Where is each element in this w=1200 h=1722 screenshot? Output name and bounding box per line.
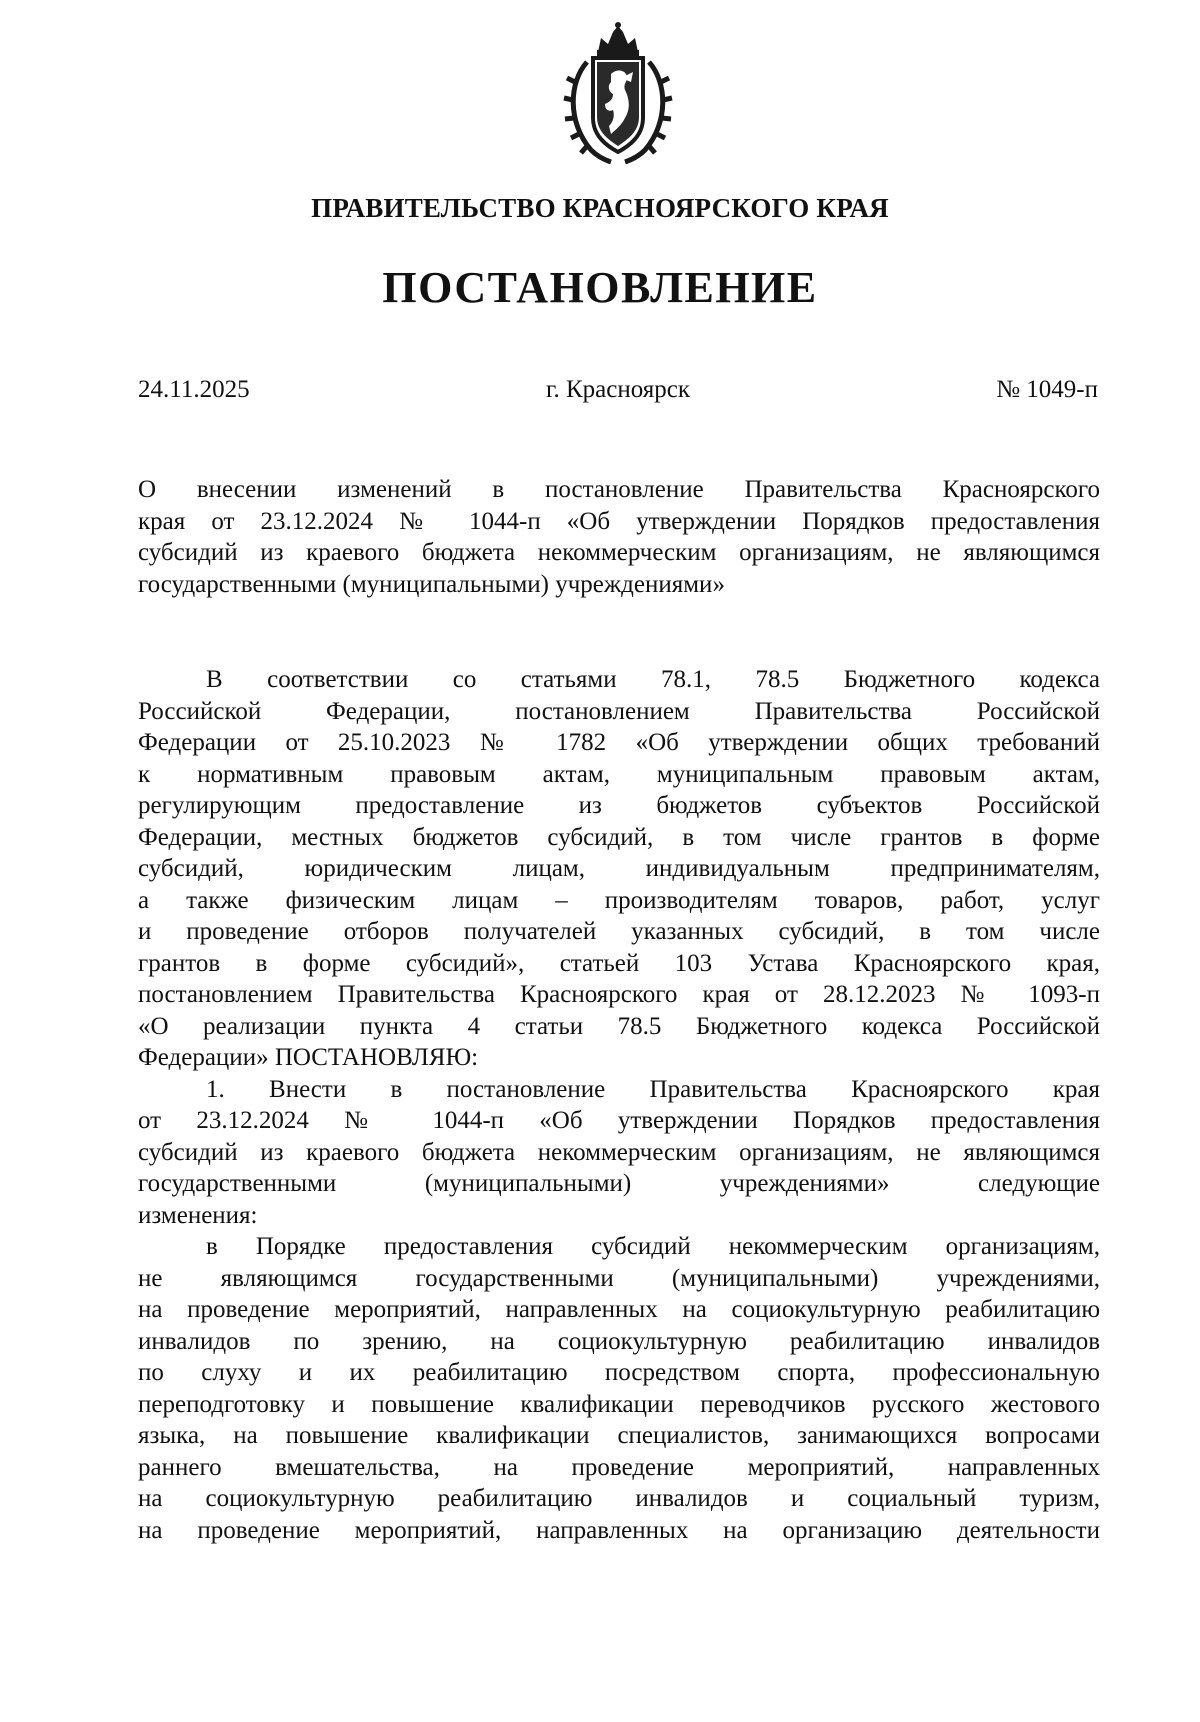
body-line: и проведение отборов получателей указанных субсидий, в том числе	[138, 918, 1100, 945]
subject-line: О внесении изменений в постановление Правительства Красноярского	[138, 476, 1100, 503]
body-line: на проведение мероприятий, направленных на социокультурную реабилитацию	[138, 1296, 1100, 1323]
document-type-title: ПОСТАНОВЛЕНИЕ	[382, 263, 818, 312]
document-meta	[138, 376, 1098, 410]
document-date: 24.11.2025	[138, 376, 250, 403]
body-line: изменения:	[138, 1201, 258, 1229]
body-line: языка, на повышение квалификации специалистов, занимающихся вопросами	[138, 1422, 1100, 1449]
body-line: 1. Внести в постановление Правительства Красноярского края	[206, 1075, 1100, 1103]
body-line: Российской Федерации, постановлением Правительства Российской	[138, 697, 1100, 725]
body-line: субсидий из краевого бюджета некоммерческим организациям, не являющимся	[138, 1138, 1100, 1166]
body-line: в Порядке предоставления субсидий некоммерческим организациям,	[206, 1233, 1100, 1260]
subject-line: края от 23.12.2024 № 1044-п «Об утверждении Порядков предоставления	[138, 507, 1100, 535]
document-city: г. Красноярск	[546, 376, 690, 403]
document-body	[138, 664, 1100, 1546]
body-line: «О реализации пункта 4 статьи 78.5 Бюджетного кодекса Российской	[138, 1012, 1100, 1040]
body-line: переподготовку и повышение квалификации переводчиков русского жестового	[138, 1390, 1100, 1418]
body-line: на проведение мероприятий, направленных на организацию деятельности	[138, 1516, 1100, 1544]
organization-title: ПРАВИТЕЛЬСТВО КРАСНОЯРСКОГО КРАЯ	[311, 193, 889, 223]
body-line: по слуху и их реабилитацию посредством спорта, профессиональную	[138, 1359, 1100, 1386]
body-line: Федерации, местных бюджетов субсидий, в том числе грантов в форме	[138, 823, 1100, 851]
body-line: регулирующим предоставление из бюджетов субъектов Российской	[138, 792, 1100, 819]
body-line: от 23.12.2024 № 1044-п «Об утверждении Порядков предоставления	[138, 1107, 1100, 1134]
subject-line: государственными (муниципальными) учреждениями»	[138, 570, 725, 598]
body-line: государственными (муниципальными) учреждениями» следующие	[138, 1170, 1100, 1197]
body-line: инвалидов по зрению, на социокультурную реабилитацию инвалидов	[138, 1327, 1100, 1355]
body-line: грантов в форме субсидий», статьей 103 Устава Красноярского края,	[138, 949, 1100, 977]
body-line: на социокультурную реабилитацию инвалидов и социальный туризм,	[138, 1485, 1100, 1512]
body-line: а также физическим лицам – производителям товаров, работ, услуг	[138, 886, 1100, 914]
body-line: Федерации» ПОСТАНОВЛЯЮ:	[138, 1044, 479, 1071]
coat-of-arms-icon	[561, 22, 675, 164]
body-line: не являющимся государственными (муниципальными) учреждениями,	[138, 1264, 1100, 1292]
body-line: к нормативным правовым актам, муниципальным правовым актам,	[138, 760, 1100, 788]
body-line: субсидий, юридическим лицам, индивидуальным предпринимателям,	[138, 855, 1100, 882]
body-line: Федерации от 25.10.2023 № 1782 «Об утверждении общих требований	[138, 729, 1100, 756]
document-number: № 1049-п	[996, 376, 1098, 403]
document-subject	[138, 474, 1100, 600]
subject-line: субсидий из краевого бюджета некоммерческим организациям, не являющимся	[138, 539, 1100, 566]
body-line: постановлением Правительства Красноярского края от 28.12.2023 № 1093-п	[138, 981, 1100, 1008]
body-line: В соответствии со статьями 78.1, 78.5 Бюджетного кодекса	[206, 666, 1100, 693]
body-line: раннего вмешательства, на проведение мероприятий, направленных	[138, 1453, 1100, 1481]
